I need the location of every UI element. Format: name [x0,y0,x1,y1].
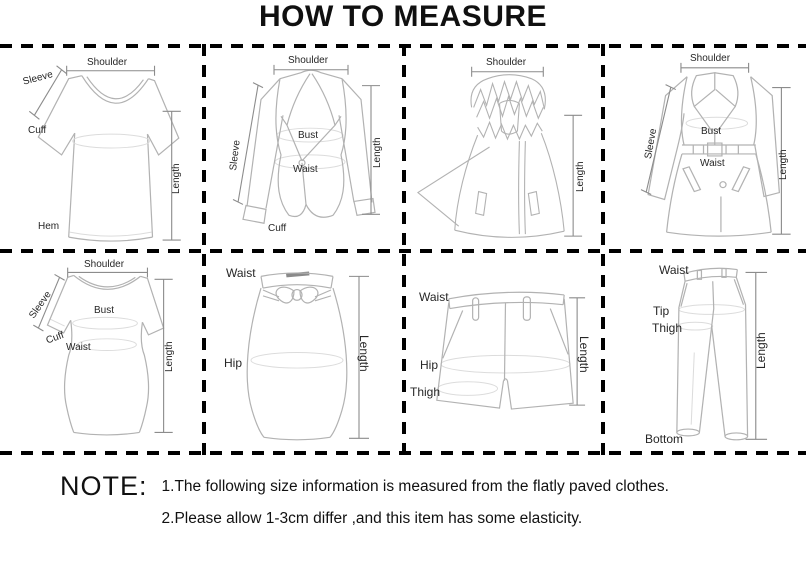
note-line-2: 2.Please allow 1-3cm differ ,and this item has some elasticity. [161,509,583,527]
trench-coat-drawing [601,46,806,249]
pants-label-thigh: Thigh [652,321,683,335]
skirt-label-hip: Hip [224,356,243,370]
cell-skirt [202,251,402,451]
pants-label-length: Length [754,332,768,369]
dress-label-length: Length [164,341,175,372]
note-line-1: 1.The following size information is measured from the flatly paved clothes. [161,478,669,495]
trench-label-bust: Bust [701,126,722,137]
fur-coat-label-shoulder: Shoulder [486,57,527,68]
blazer-label-sleeve: Sleeve [228,139,243,172]
cell-dress [0,251,202,451]
cell-trench-coat [601,46,806,249]
pants-label-tip: Tip [653,304,670,318]
note-lines [162,471,669,526]
trench-label-sleeve: Sleeve [643,127,660,160]
pants-drawing [601,251,806,451]
tshirt-label-length: Length [171,163,182,194]
trench-label-waist: Waist [700,158,725,169]
blazer-label-length: Length [372,137,383,168]
shorts-label-hip: Hip [420,358,439,372]
dress-label-shoulder: Shoulder [84,259,125,270]
fur-coat-label-length: Length [575,161,586,192]
blazer-label-cuff: Cuff [268,223,287,234]
note-label: NOTE: [60,471,148,501]
skirt-label-length: Length [357,335,371,372]
fur-coat-drawing [402,46,601,249]
tshirt-label-hem: Hem [38,221,60,232]
shorts-label-length: Length [577,336,591,373]
shorts-drawing [402,251,601,451]
shorts-label-thigh: Thigh [410,385,441,399]
dress-label-waist: Waist [66,342,91,353]
skirt-drawing [202,251,402,451]
shorts-label-waist: Waist [419,290,449,304]
blazer-label-shoulder: Shoulder [288,55,329,66]
blazer-label-bust: Bust [298,130,319,141]
dress-label-sleeve: Sleeve [27,289,54,321]
cell-tshirt [0,46,202,249]
cell-pants [601,251,806,451]
pants-label-bottom: Bottom [645,432,684,446]
cell-blazer [202,46,402,249]
cell-fur-coat [402,46,601,249]
blazer-label-waist: Waist [293,164,318,175]
dress-label-bust: Bust [94,305,115,316]
dress-label-cuff: Cuff [44,329,66,347]
skirt-label-waist: Waist [226,266,256,280]
trench-label-length: Length [778,149,789,180]
tshirt-label-shoulder: Shoulder [87,57,128,68]
cell-shorts [402,251,601,451]
tshirt-label-cuff: Cuff [28,125,47,136]
page-title: HOW TO MEASURE [258,0,548,33]
note-section [60,471,669,526]
trench-label-shoulder: Shoulder [690,53,731,64]
tshirt-label-sleeve: Sleeve [21,69,55,88]
pants-label-waist: Waist [659,263,689,277]
